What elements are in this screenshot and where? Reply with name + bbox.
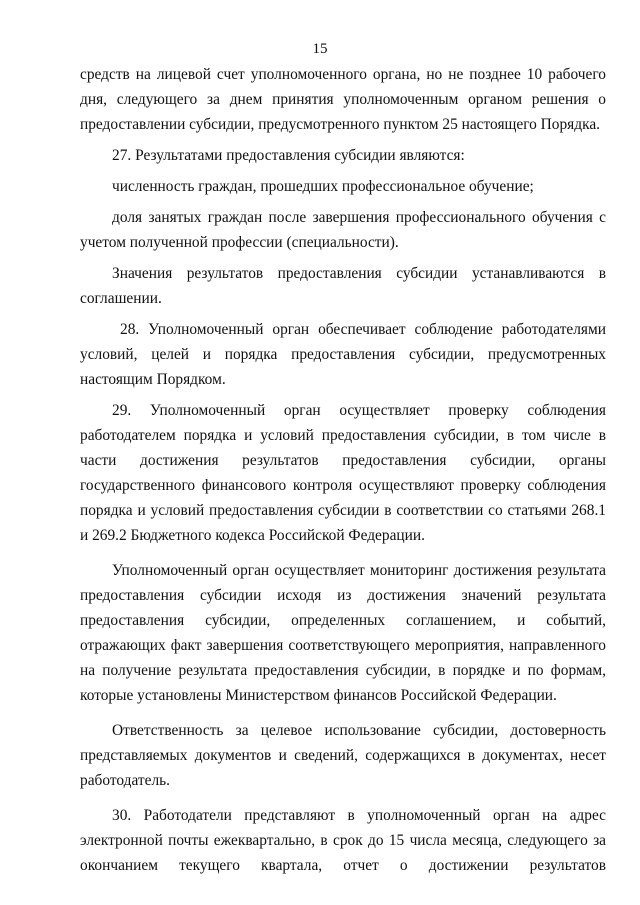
paragraph-responsibility: Ответственность за целевое использование субсидии, достоверность представляемых документов и сведений, содержащихся в документах, несет работодатель. [80,722,606,789]
paragraph-continuation: средств на лицевой счет уполномоченного органа, но не позднее 10 рабочего дня, следующего за днем принятия уполномоченным органом решения о предоставлении субсидии, предусмотренного пунктом 25 настоящего Порядка. [80,66,606,133]
paragraph-result-2: доля занятых граждан после завершения профессионального обучения с учетом полученной профессии (специальности). [80,209,606,251]
paragraph-item-30: 30. Работодатели представляют в уполномоченный орган на адрес электронной почты ежеквартально, в срок до 15 числа месяца, следующего за окончанием текущего квартала, отчет о достижении результатов [80,807,606,874]
document-body [80,62,606,878]
paragraph-monitoring: Уполномоченный орган осуществляет мониторинг достижения результата предоставления субсидии исходя из достижения значений результата предоставления субсидии, определенных соглашением, и событий, отражающих факт завершения соответствующего мероприятия, направленного на получение результата предоставления субсидии, в порядке и по формам, которые установлены Министерством финансов Российской Федерации. [80,562,606,704]
paragraph-result-1: численность граждан, прошедших профессиональное обучение; [112,178,534,195]
paragraph-result-values: Значения результатов предоставления субсидии устанавливаются в соглашении. [80,265,606,307]
page-number: 15 [312,41,328,57]
paragraph-item-29: 29. Уполномоченный орган осуществляет проверку соблюдения работодателем порядка и условий предоставления субсидии, в том числе в части достижения результатов предоставления субсидии, органы государственного финансового контроля осуществляют проверку соблюдения порядка и условий предоставления субсидии в соответствии со статьями 268.1 и 269.2 Бюджетного кодекса Российской Федерации. [80,402,606,544]
paragraph-item-27: 27. Результатами предоставления субсидии являются: [112,147,465,164]
paragraph-item-28: 28. Уполномоченный орган обеспечивает соблюдение работодателями условий, целей и порядка предоставления субсидии, предусмотренных настоящим Порядком. [80,321,606,388]
